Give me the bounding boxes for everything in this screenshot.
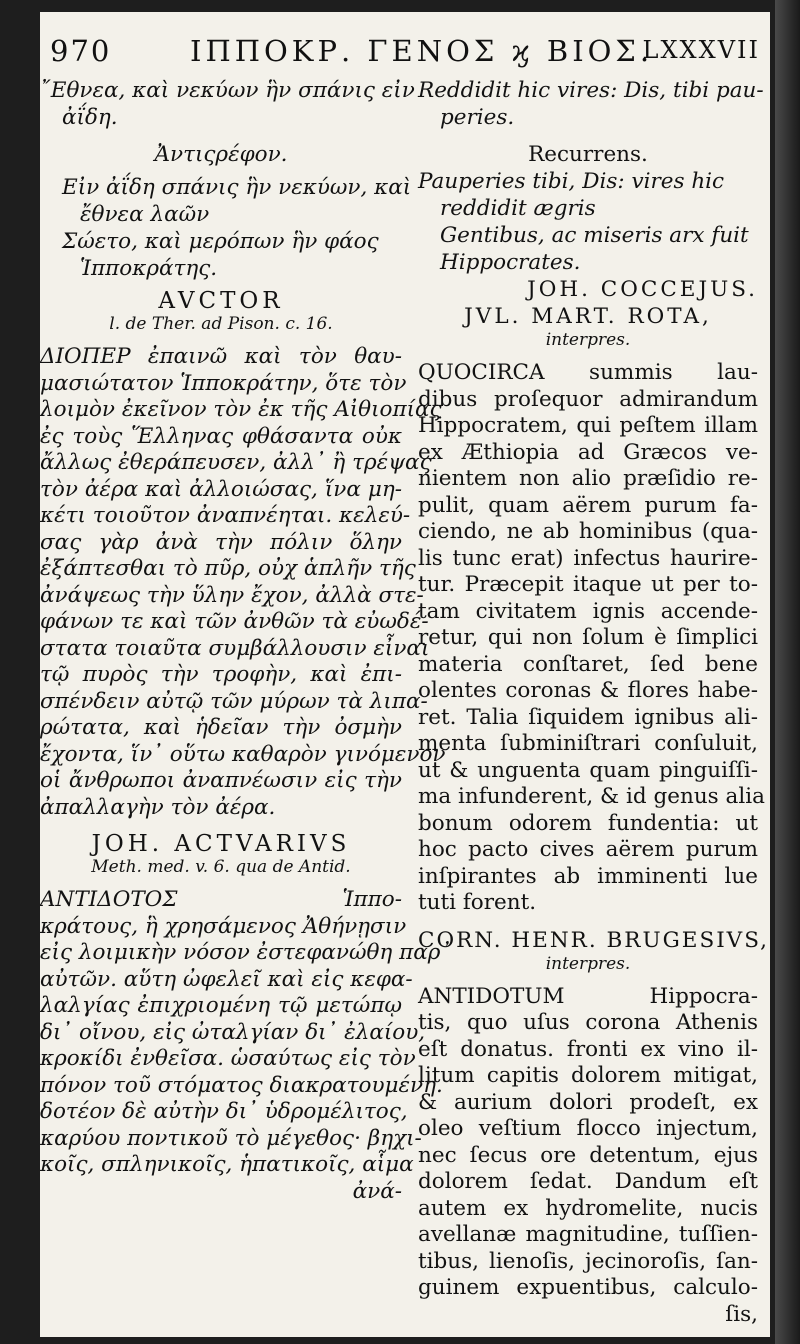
text-line: ἔχοντα, ἵν᾽ οὕτω καθαρὸν γινόμενον <box>40 741 446 767</box>
greek-epigram-line: ῎Εθνεα, καὶ νεκύων ἣν σπάνις εἰν <box>40 78 415 103</box>
actuarius-heading: JOH. ACTVARIVS <box>91 831 351 857</box>
page-number: 970 <box>50 34 112 68</box>
text-line: tis, quo uſus corona Athenis <box>418 1010 758 1035</box>
left-column <box>40 77 452 1205</box>
text-line: guinem expuentibus, calculo- <box>418 1275 758 1300</box>
text-line: Hippocratem, qui peſtem illam <box>418 413 758 438</box>
text-line: κοῖς, σπληνικοῖς, ἡπατικοῖς, αἷμα <box>40 1152 414 1177</box>
greek-reverse-line: Σώετο, καὶ μερόπων ἣν φάος <box>62 229 379 254</box>
text-line: ΑΝΤΙΔΟΤΟΣ Ἱππο- <box>40 887 402 912</box>
coccejus-attribution: JOH. COCCEJUS. <box>527 277 758 302</box>
text-line: avellanæ magnitudine, tuſſien- <box>418 1222 758 1247</box>
text-line: dibus proſequor admirandum <box>418 386 758 412</box>
text-line: ΔΙΟΠΕΡ ἐπαινῶ καὶ τὸν θαυ- <box>40 344 402 369</box>
text-line: tuti forent. <box>418 890 537 915</box>
text-line: δοτέον δὲ αὐτὴν δι᾽ ὑδρομέλιτος, <box>40 1099 408 1124</box>
text-line: ANTIDOTUM Hippocra- <box>418 983 758 1009</box>
recurrens-heading: Recurrens. <box>528 142 648 167</box>
latin-verse-line: Pauperies tibi, Dis: vires hic <box>418 169 725 194</box>
brugesius-latin-text <box>418 984 758 1329</box>
text-line: tam civitatem ignis accende- <box>418 598 758 624</box>
running-title: ΙΠΠΟΚΡ. ΓΕΝΟΣ ϗ ΒΙΟΣ. <box>190 34 654 68</box>
auctor-heading: AVCTOR <box>158 288 284 314</box>
text-line: pulit, quam aërem purum fa- <box>418 492 758 518</box>
text-line: κροκίδι ἐνθεῖσα. ὡσαύτως εἰς τὸν <box>40 1046 416 1071</box>
text-line: nientem non alio præſidio re- <box>418 466 758 491</box>
greek-reverse-line: Εἰν ἀΐδη σπάνις ἣν νεκύων, καὶ <box>62 175 412 200</box>
text-line: μασιώτατον Ἱπποκράτην, ὅτε τὸν <box>40 370 407 396</box>
latin-verse-line: reddidit ægris <box>440 196 596 221</box>
text-line: ἄλλως ἐθεράπευσεν, ἀλλ᾽ ἢ τρέψας <box>40 450 432 475</box>
book-binding-edge <box>775 0 800 1344</box>
text-line: ex Æthiopia ad Græcos ve- <box>418 439 758 465</box>
greek-epigram-line: ἀΐδη. <box>62 105 118 130</box>
text-line: materia conſtaret, ſed bene <box>418 651 758 677</box>
latin-verse-line: Gentibus, ac miseris arx fuit <box>440 223 749 248</box>
text-line: κράτους, ἣ χρησάμενος Ἀθήνῃσιν <box>40 913 407 939</box>
text-line: ἀπαλλαγὴν τὸν ἀέρα. <box>40 794 276 820</box>
rota-role: interpres. <box>545 330 631 350</box>
text-line: τὸν ἀέρα καὶ ἀλλοιώσας, ἵνα μη- <box>40 476 402 502</box>
text-line: ut & unguenta quam pinguiſſi- <box>418 757 758 783</box>
text-line: tur. Præcepit itaque ut per to- <box>418 572 758 597</box>
text-line: στατα τοιαῦτα συμβάλλουσιν εἶναι <box>40 635 430 661</box>
brugesius-role: interpres. <box>545 953 631 974</box>
rota-latin-text <box>418 360 765 917</box>
text-line: tibus, lienoſis, jecinoroſis, ſan- <box>418 1248 758 1274</box>
text-line: retur, qui non ſolum è ſimplici <box>418 625 758 650</box>
text-line: QUOCIRCA summis lau- <box>418 360 758 385</box>
text-line: ἐξάπτεσθαι τὸ πῦρ, οὐχ ἁπλῆν τῆς <box>40 556 416 581</box>
text-line: κέτι τοιοῦτον ἀναπνέηται. κελεύ- <box>40 503 411 528</box>
text-line: αὐτῶν. αὕτη ὠφελεῖ καὶ εἰς κεφα- <box>40 966 413 992</box>
signature-mark: LXXXVII <box>642 36 760 64</box>
text-line: ρώτατα, καὶ ἡδεῖαν τὴν ὀσμὴν <box>40 715 402 740</box>
right-column <box>418 77 770 1328</box>
text-line: ἐς τοὺς Ἕλληνας φθάσαντα οὐκ <box>40 423 402 449</box>
latin-verse-line: Reddidit hic vires: Dis, tibi pau- <box>418 78 764 103</box>
text-line: λαλγίας ἐπιχριομένη τῷ μετώπῳ <box>40 993 402 1018</box>
text-line: ſis, <box>725 1301 758 1327</box>
text-line: bonum odorem fundentia: ut <box>418 810 758 836</box>
text-line: φάνων τε καὶ τῶν ἀνθῶν τὰ εὐωδέ- <box>40 609 429 634</box>
text-line: ciendo, ne ab hominibus (qua- <box>418 519 758 544</box>
rota-heading: JVL. MART. ROTA, <box>464 304 712 329</box>
text-line: πόνον τοῦ στόματος διακρατουμένη. <box>40 1072 443 1098</box>
text-line: οἱ ἄνθρωποι ἀναπνέωσιν εἰς τὴν <box>40 768 402 793</box>
text-line: δι᾽ οἴνου, εἰς ὠταλγίαν δι᾽ ἐλαίου, <box>40 1019 426 1045</box>
text-line: menta ſubminiſtrari conſuluit, <box>418 731 758 756</box>
text-line: & aurium dolori prodeſt, ex <box>418 1089 758 1115</box>
text-line: τῷ πυρὸς τὴν τροφὴν, καὶ ἐπι- <box>40 662 402 687</box>
text-line: εἰς λοιμικὴν νόσον ἐστεφανώθη παρ᾽ <box>40 940 452 965</box>
text-line: σας γὰρ ἀνὰ τὴν πόλιν ὅλην <box>40 529 402 555</box>
running-header <box>50 34 760 74</box>
catchword: ἀνά- <box>352 1178 402 1204</box>
greek-reverse-line: Ἱπποκράτης. <box>80 256 218 281</box>
brugesius-heading: CORN. HENR. BRUGESIVS, <box>418 927 770 953</box>
auctor-source: l. de Ther. ad Pison. c. 16. <box>109 314 333 334</box>
text-line: dolorem ſedat. Dandum eſt <box>418 1169 758 1194</box>
text-line: ma infunderent, & id genus alia <box>418 784 765 809</box>
book-page <box>40 12 770 1337</box>
text-line: inſpirantes ab imminenti lue <box>418 863 758 889</box>
text-line: ἀνάψεως τὴν ὕλην ἔχον, ἀλλὰ στε- <box>40 582 424 608</box>
actuarius-greek-text <box>40 887 452 1205</box>
text-line: σπένδειν αὐτῷ τῶν μύρων τὰ λιπα- <box>40 688 428 714</box>
greek-reverse-line: ἔθνεα λαῶν <box>80 202 210 227</box>
text-line: oleo veſtium flocco injectum, <box>418 1116 758 1141</box>
latin-verse-line: peries. <box>440 105 515 130</box>
text-line: λοιμὸν ἐκεῖνον τὸν ἐκ τῆς Αἰθιοπίας <box>40 397 442 422</box>
text-line: autem ex hydromelite, nucis <box>418 1195 758 1221</box>
text-line: hoc pacto cives aërem purum <box>418 837 758 862</box>
text-line: ret. Talia ſiquidem ignibus ali- <box>418 704 758 730</box>
text-line: litum capitis dolorem mitigat, <box>418 1063 758 1088</box>
text-line: καρύου ποντικοῦ τὸ μέγεθος· βηχι- <box>40 1125 422 1151</box>
text-line: olentes coronas & flores habe- <box>418 678 758 703</box>
actuarius-source: Meth. med. v. 6. qua de Antid. <box>91 857 351 877</box>
text-line: nec ſecus ore detentum, ejus <box>418 1142 758 1168</box>
text-line: eſt donatus. fronti ex vino il- <box>418 1036 758 1062</box>
reverse-heading: Ἀντιςρέφον. <box>154 142 288 167</box>
auctor-greek-text <box>40 344 446 821</box>
latin-verse-line: Hippocrates. <box>440 250 581 275</box>
text-line: lis tunc erat) infectus haurire- <box>418 545 758 571</box>
